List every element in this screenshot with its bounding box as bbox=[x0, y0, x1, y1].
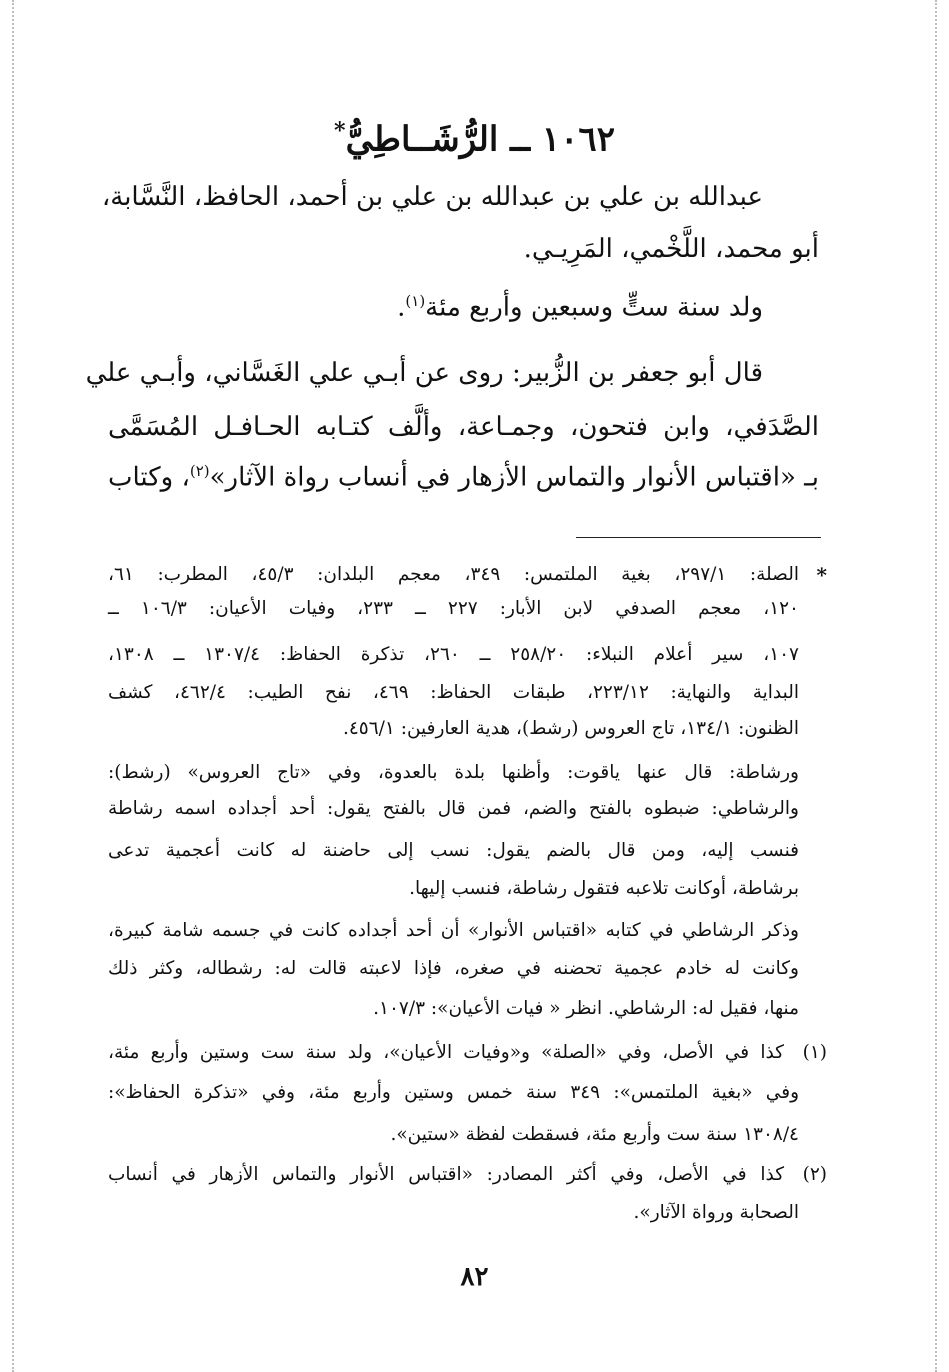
entry-title bbox=[110, 118, 839, 159]
footnote-ref-2: (٢) bbox=[189, 462, 210, 480]
footnote-line: ١٢٠، معجم الصدفي لابن الأبار: ٢٢٧ ــ ٢٣٣، وفيات الأعيان: ١٠٦/٣ ــ bbox=[108, 598, 799, 619]
footnote-line: الظنون: ١٣٤/١، تاج العروس (رشط)، هدية العارفين: ٤٥٦/١. bbox=[342, 718, 799, 739]
footnote-line: الصحابة ورواة الآثار». bbox=[633, 1202, 799, 1223]
footnote-separator bbox=[576, 537, 821, 538]
title-footnote-star: * bbox=[334, 118, 346, 144]
page-number: ٨٢ bbox=[460, 1262, 489, 1292]
footnote-line: البداية والنهاية: ٢٢٣/١٢، طبقات الحفاظ: ٤٦٩، نفح الطيب: ٤٦٢/٤، كشف bbox=[108, 682, 799, 703]
footnote-line: كذا في الأصل، وفي أكثر المصادر: «اقتباس الأنوار والتماس الأزهار في أنساب bbox=[108, 1164, 784, 1185]
footnote-line: ١٠٧، سير أعلام النبلاء: ٢٥٨/٢٠ ــ ٢٦٠، تذكرة الحفاظ: ١٣٠٧/٤ ــ ١٣٠٨، bbox=[108, 644, 799, 665]
body-line: أبو محمد، اللَّخْمي، المَرِيـي. bbox=[523, 234, 819, 264]
entry-title-text: ١٠٦٢ ــ الرُّشَــاطِيُّ bbox=[345, 119, 615, 160]
footnote-line: الصلة: ٢٩٧/١، بغية الملتمس: ٣٤٩، معجم البلدان: ٤٥/٣، المطرب: ٦١، bbox=[108, 564, 799, 585]
footnote-line: وذكر الرشاطي في كتابه «اقتباس الأنوار» أن أحد أجداده كانت في جسمه شامة كبيرة، bbox=[108, 920, 799, 941]
footnote-line: برشاطة، أوكانت تلاعبه فتقول رشاطة، فنسب إليها. bbox=[409, 878, 799, 899]
footnote-line: ١٣٠٨/٤ سنة ست وأربع مئة، فسقطت لفظة «ستين». bbox=[390, 1124, 799, 1145]
footnote-line: منها، فقيل له: الرشاطي. انظر « فيات الأعيان»: ١٠٧/٣. bbox=[373, 998, 799, 1019]
footnote-line: ورشاطة: قال عنها ياقوت: وأظنها بلدة بالعدوة، وفي «تاج العروس» (رشط): bbox=[108, 762, 799, 783]
body-line bbox=[108, 462, 819, 493]
footnote-star-mark: * bbox=[816, 563, 827, 587]
birth-text: ولد سنة ستٍّ وسبعين وأربع مئة bbox=[425, 292, 763, 323]
book-title-tail: ، وكتاب bbox=[108, 462, 190, 493]
footnote-line: وفي «بغية الملتمس»: ٣٤٩ سنة خمس وستين وأربع مئة، وفي «تذكرة الحفاظ»: bbox=[108, 1082, 799, 1103]
left-margin-dots bbox=[12, 0, 14, 1372]
book-title-text: بـ «اقتباس الأنوار والتماس الأزهار في أنساب رواة الآثار» bbox=[209, 462, 819, 493]
body-line: عبدالله بن علي بن عبدالله بن علي بن أحمد، الحافظ، النَّسَّابة، bbox=[101, 182, 763, 212]
footnote-line: وكانت له خادم عجمية تحضنه في صغره، فإذا لاعبته قالت له: رشطاله، وكثر ذلك bbox=[108, 958, 799, 979]
footnote-line: فنسب إليه، ومن قال بالضم يقول: نسب إلى حاضنة له كانت أعجمية تدعى bbox=[108, 840, 799, 861]
footnote-line: كذا في الأصل، وفي «الصلة» و«وفيات الأعيان»، ولد سنة ست وستين وأربع مئة، bbox=[108, 1042, 784, 1063]
sentence-end: . bbox=[397, 292, 406, 323]
right-margin-dots bbox=[935, 0, 937, 1372]
body-line bbox=[108, 292, 819, 323]
footnote-number-2: (٢) bbox=[802, 1164, 827, 1185]
body-line: قال أبو جعفر بن الزُّبير: روى عن أبـي علي الغَسَّاني، وأبـي علي bbox=[85, 358, 763, 388]
footnote-line: والرشاطي: ضبطوه بالفتح والضم، فمن قال بالفتح يقول: أحد أجداده اسمه رشاطة bbox=[108, 798, 799, 819]
footnote-number-1: (١) bbox=[802, 1042, 827, 1063]
body-line: الصَّدَفي، وابن فتحون، وجمـاعة، وألَّف كتـابه الحـافـل المُسَمَّى bbox=[108, 412, 819, 442]
footnote-ref-1: (١) bbox=[405, 292, 426, 310]
